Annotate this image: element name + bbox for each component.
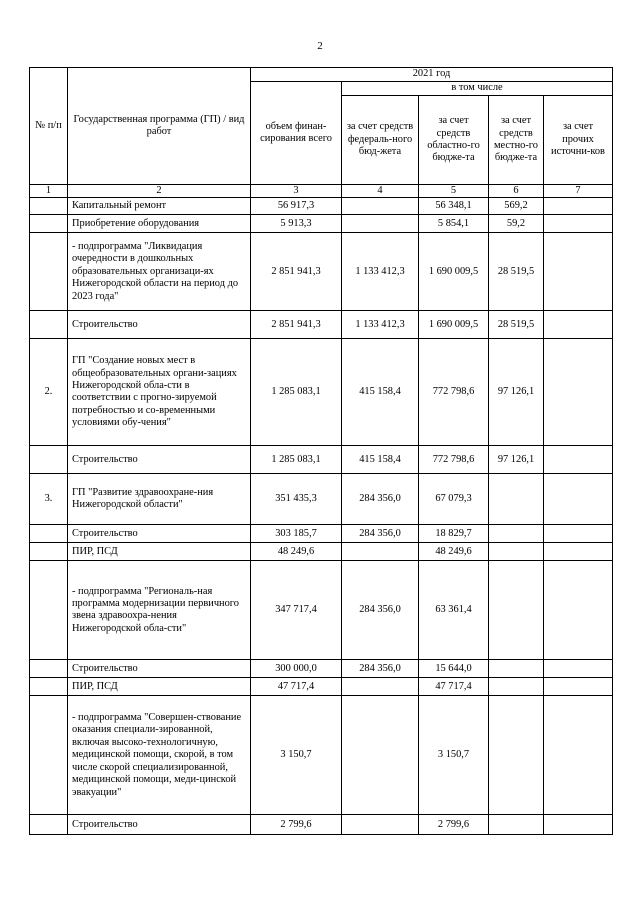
cell-local [489, 525, 544, 543]
cell-local [489, 678, 544, 696]
cell-local [489, 561, 544, 660]
table-row [30, 215, 613, 233]
cell-federal [342, 543, 419, 561]
cell-n [30, 233, 68, 311]
cell-other [544, 543, 613, 561]
cell-name: - подпрограмма "Ликвидация очередности в дошкольных образовательных организаци-ях Нижегородской области на период до 2023 года" [68, 233, 251, 311]
cell-local [489, 474, 544, 525]
cell-total: 5 913,3 [251, 215, 342, 233]
cell-name: Строительство [68, 446, 251, 474]
cell-regional: 772 798,6 [419, 339, 489, 446]
cell-federal: 284 356,0 [342, 561, 419, 660]
header-colnum: 1 [30, 185, 68, 198]
cell-federal: 284 356,0 [342, 474, 419, 525]
cell-n [30, 215, 68, 233]
cell-local: 97 126,1 [489, 446, 544, 474]
cell-federal [342, 678, 419, 696]
cell-other [544, 339, 613, 446]
cell-other [544, 678, 613, 696]
cell-regional: 18 829,7 [419, 525, 489, 543]
header-colnum: 6 [489, 185, 544, 198]
cell-regional: 63 361,4 [419, 561, 489, 660]
cell-regional: 5 854,1 [419, 215, 489, 233]
page-number: 2 [317, 40, 323, 52]
cell-federal [342, 815, 419, 835]
cell-other [544, 233, 613, 311]
table-row [30, 678, 613, 696]
cell-regional: 56 348,1 [419, 198, 489, 215]
cell-n [30, 446, 68, 474]
cell-n [30, 561, 68, 660]
cell-other [544, 561, 613, 660]
cell-federal: 1 133 412,3 [342, 311, 419, 339]
cell-regional: 1 690 009,5 [419, 233, 489, 311]
cell-name: - подпрограмма "Совершен-ствование оказания специали-зированной, включая высоко-технологичную, медицинской помощи, скорой, в том числе скорой специализированной, медицинской помощи, меди-цинской эвакуации" [68, 696, 251, 815]
cell-n: 3. [30, 474, 68, 525]
header-num: № п/п [30, 68, 68, 185]
cell-other [544, 696, 613, 815]
cell-federal [342, 198, 419, 215]
cell-regional: 3 150,7 [419, 696, 489, 815]
header-federal: за счет средств федераль-ного бюд-жета [342, 96, 419, 185]
table-row [30, 815, 613, 835]
cell-total: 48 249,6 [251, 543, 342, 561]
cell-name: Капитальный ремонт [68, 198, 251, 215]
cell-regional: 67 079,3 [419, 474, 489, 525]
cell-total: 2 851 941,3 [251, 233, 342, 311]
header-colnum: 3 [251, 185, 342, 198]
table-row [30, 339, 613, 446]
cell-federal [342, 215, 419, 233]
table-row [30, 311, 613, 339]
cell-name: ПИР, ПСД [68, 543, 251, 561]
cell-total: 3 150,7 [251, 696, 342, 815]
cell-total: 300 000,0 [251, 660, 342, 678]
cell-regional: 2 799,6 [419, 815, 489, 835]
cell-n [30, 815, 68, 835]
header-local: за счет средств местно-го бюдже-та [489, 96, 544, 185]
cell-local [489, 815, 544, 835]
cell-total: 347 717,4 [251, 561, 342, 660]
cell-regional: 15 644,0 [419, 660, 489, 678]
cell-other [544, 198, 613, 215]
cell-name: ГП "Развитие здравоохране-ния Нижегородской области" [68, 474, 251, 525]
cell-federal: 415 158,4 [342, 339, 419, 446]
cell-total: 2 799,6 [251, 815, 342, 835]
table-row [30, 474, 613, 525]
cell-total: 1 285 083,1 [251, 339, 342, 446]
header-regional: за счет средств областно-го бюдже-та [419, 96, 489, 185]
cell-local [489, 543, 544, 561]
cell-local: 97 126,1 [489, 339, 544, 446]
cell-total: 56 917,3 [251, 198, 342, 215]
cell-n [30, 311, 68, 339]
header-including: в том числе [342, 82, 613, 96]
header-other: за счет прочих источни-ков [544, 96, 613, 185]
cell-local [489, 660, 544, 678]
cell-local: 28 519,5 [489, 311, 544, 339]
table-row [30, 233, 613, 311]
cell-regional: 1 690 009,5 [419, 311, 489, 339]
cell-n [30, 198, 68, 215]
cell-name: - подпрограмма "Региональ-ная программа модернизации первичного звена здравоохра-нения Нижегородской обла-сти" [68, 561, 251, 660]
cell-n: 2. [30, 339, 68, 446]
header-colnum: 2 [68, 185, 251, 198]
cell-regional: 48 249,6 [419, 543, 489, 561]
cell-other [544, 474, 613, 525]
cell-name: Строительство [68, 815, 251, 835]
cell-name: Строительство [68, 311, 251, 339]
cell-regional: 47 717,4 [419, 678, 489, 696]
cell-name: ПИР, ПСД [68, 678, 251, 696]
header-colnum: 5 [419, 185, 489, 198]
cell-other [544, 215, 613, 233]
header-colnum: 7 [544, 185, 613, 198]
cell-federal [342, 696, 419, 815]
header-colnum: 4 [342, 185, 419, 198]
table-row [30, 696, 613, 815]
cell-other [544, 660, 613, 678]
cell-federal: 415 158,4 [342, 446, 419, 474]
cell-other [544, 815, 613, 835]
cell-name: Строительство [68, 525, 251, 543]
cell-name: Строительство [68, 660, 251, 678]
table-row [30, 543, 613, 561]
table-row [30, 198, 613, 215]
header-year: 2021 год [251, 68, 613, 82]
table-row [30, 525, 613, 543]
cell-total: 303 185,7 [251, 525, 342, 543]
cell-local: 28 519,5 [489, 233, 544, 311]
table-row [30, 446, 613, 474]
header-program: Государственная программа (ГП) / вид работ [68, 68, 251, 185]
cell-n [30, 696, 68, 815]
cell-other [544, 525, 613, 543]
cell-n [30, 678, 68, 696]
cell-local: 59,2 [489, 215, 544, 233]
cell-other [544, 311, 613, 339]
cell-name: ГП "Создание новых мест в общеобразовательных органи-зациях Нижегородской обла-сти в соответствии с прогно-зируемой потребностью и со-временными условиями обу-чения" [68, 339, 251, 446]
cell-regional: 772 798,6 [419, 446, 489, 474]
cell-local: 569,2 [489, 198, 544, 215]
cell-local [489, 696, 544, 815]
cell-name: Приобретение оборудования [68, 215, 251, 233]
cell-other [544, 446, 613, 474]
table-row [30, 561, 613, 660]
cell-total: 47 717,4 [251, 678, 342, 696]
cell-total: 1 285 083,1 [251, 446, 342, 474]
cell-n [30, 543, 68, 561]
table-row [30, 660, 613, 678]
cell-total: 351 435,3 [251, 474, 342, 525]
cell-federal: 284 356,0 [342, 525, 419, 543]
cell-federal: 284 356,0 [342, 660, 419, 678]
financing-table [29, 67, 613, 835]
cell-total: 2 851 941,3 [251, 311, 342, 339]
cell-n [30, 660, 68, 678]
header-total: объем финан-сирования всего [251, 82, 342, 185]
cell-n [30, 525, 68, 543]
cell-federal: 1 133 412,3 [342, 233, 419, 311]
